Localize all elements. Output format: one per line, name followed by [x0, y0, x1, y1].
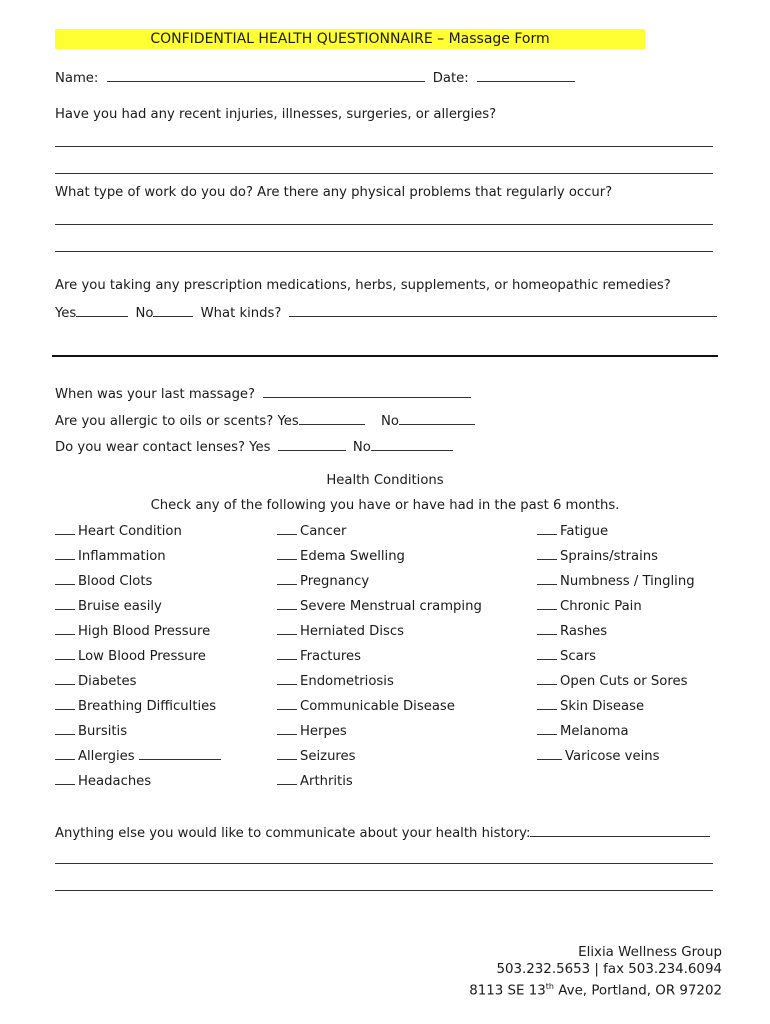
condition-item — [537, 597, 642, 615]
answer-line-anything-1[interactable] — [55, 863, 713, 864]
condition-label: Headaches — [78, 774, 152, 789]
anything-else-row — [55, 824, 710, 842]
answer-line-injuries-1[interactable] — [55, 146, 713, 147]
condition-item — [277, 647, 361, 665]
question-medications: Are you taking any prescription medications, herbs, supplements, or homeopathic remedies? — [55, 278, 671, 293]
condition-label: Low Blood Pressure — [78, 649, 206, 664]
condition-item — [277, 772, 353, 790]
condition-checkbox[interactable] — [55, 622, 75, 635]
condition-label: Blood Clots — [78, 574, 153, 589]
condition-item — [277, 572, 369, 590]
condition-label: High Blood Pressure — [78, 624, 211, 639]
condition-checkbox[interactable] — [537, 697, 557, 710]
condition-item — [537, 672, 687, 690]
allergic-yes-field[interactable] — [299, 412, 365, 425]
condition-checkbox[interactable] — [537, 647, 557, 660]
condition-label: Bursitis — [78, 724, 128, 739]
condition-label: Inflammation — [78, 549, 166, 564]
condition-checkbox[interactable] — [277, 522, 297, 535]
condition-label: Diabetes — [78, 674, 137, 689]
condition-label: Seizures — [300, 749, 356, 764]
condition-label: Chronic Pain — [560, 599, 642, 614]
footer-phone-fax: 503.232.5653 | fax 503.234.6094 — [496, 962, 722, 977]
condition-item — [537, 622, 607, 640]
condition-label: Melanoma — [560, 724, 629, 739]
condition-item — [277, 622, 404, 640]
condition-item — [277, 672, 394, 690]
condition-label: Heart Condition — [78, 524, 182, 539]
condition-item — [537, 747, 659, 765]
question-injuries: Have you had any recent injuries, illnesses, surgeries, or allergies? — [55, 107, 497, 122]
condition-label: Scars — [560, 649, 596, 664]
condition-item — [55, 622, 210, 640]
condition-checkbox[interactable] — [277, 747, 297, 760]
name-row — [55, 69, 575, 87]
answer-line-anything-2[interactable] — [55, 890, 713, 891]
date-field[interactable] — [477, 69, 575, 82]
name-field[interactable] — [107, 69, 425, 82]
contacts-yes-label: Do you wear contact lenses? Yes — [55, 440, 271, 455]
condition-checkbox[interactable] — [55, 522, 75, 535]
contacts-no-field[interactable] — [371, 438, 453, 451]
condition-item — [537, 697, 644, 715]
condition-checkbox[interactable] — [537, 622, 557, 635]
question-work: What type of work do you do? Are there any physical problems that regularly occur? — [55, 185, 613, 200]
med-kinds-label: What kinds? — [200, 306, 282, 321]
allergic-yes-label: Are you allergic to oils or scents? Yes — [55, 414, 299, 429]
condition-checkbox[interactable] — [537, 572, 557, 585]
condition-item — [55, 647, 206, 665]
condition-label: Open Cuts or Sores — [560, 674, 688, 689]
condition-label: Varicose veins — [565, 749, 660, 764]
med-no-field[interactable] — [153, 304, 193, 317]
condition-checkbox[interactable] — [277, 572, 297, 585]
condition-checkbox[interactable] — [537, 672, 557, 685]
condition-item — [537, 547, 658, 565]
contacts-yes-field[interactable] — [278, 438, 346, 451]
condition-item — [277, 597, 482, 615]
condition-item — [55, 547, 166, 565]
condition-label: Herpes — [300, 724, 347, 739]
condition-checkbox[interactable] — [55, 722, 75, 735]
med-no-label: No — [135, 306, 154, 321]
condition-item — [537, 722, 629, 740]
condition-label: Communicable Disease — [300, 699, 455, 714]
date-label: Date: — [432, 71, 469, 86]
med-yes-label: Yes — [55, 306, 77, 321]
condition-checkbox[interactable] — [277, 672, 297, 685]
last-massage-field[interactable] — [263, 385, 471, 398]
condition-label: Bruise easily — [78, 599, 162, 614]
answer-line-work-2[interactable] — [55, 251, 713, 252]
condition-item — [55, 572, 152, 590]
allergies-detail-field[interactable] — [139, 747, 221, 760]
footer-address — [469, 978, 722, 999]
condition-item — [55, 597, 162, 615]
last-massage-row — [55, 385, 471, 403]
condition-item — [55, 772, 151, 790]
med-yes-field[interactable] — [76, 304, 128, 317]
condition-label: Skin Disease — [560, 699, 645, 714]
condition-checkbox[interactable] — [537, 747, 562, 760]
condition-label: Sprains/strains — [560, 549, 659, 564]
condition-label: Allergies — [78, 749, 135, 764]
condition-checkbox[interactable] — [277, 647, 297, 660]
condition-label: Fatigue — [560, 524, 609, 539]
condition-item — [55, 672, 137, 690]
condition-label: Numbness / Tingling — [560, 574, 695, 589]
condition-item — [537, 647, 596, 665]
condition-checkbox[interactable] — [55, 597, 75, 610]
address-suffix: th — [545, 982, 555, 991]
condition-checkbox[interactable] — [277, 697, 297, 710]
answer-line-injuries-2[interactable] — [55, 173, 713, 174]
answer-line-work-1[interactable] — [55, 224, 713, 225]
condition-label: Rashes — [560, 624, 608, 639]
condition-checkbox[interactable] — [537, 597, 557, 610]
condition-checkbox[interactable] — [537, 522, 557, 535]
allergic-no-label: No — [380, 414, 399, 429]
condition-item — [55, 747, 221, 765]
conditions-heading: Health Conditions — [326, 473, 444, 488]
condition-checkbox[interactable] — [55, 772, 75, 785]
condition-checkbox[interactable] — [55, 572, 75, 585]
condition-item — [537, 572, 695, 590]
condition-label: Herniated Discs — [300, 624, 404, 639]
condition-item — [277, 547, 405, 565]
condition-checkbox[interactable] — [277, 622, 297, 635]
condition-label: Breathing Difficulties — [78, 699, 217, 714]
anything-else-field[interactable] — [530, 824, 710, 837]
contacts-row — [55, 438, 453, 456]
medications-answer-row — [55, 304, 717, 322]
condition-label: Severe Menstrual cramping — [300, 599, 482, 614]
allergic-no-field[interactable] — [399, 412, 475, 425]
condition-checkbox[interactable] — [537, 722, 557, 735]
condition-item — [55, 722, 127, 740]
condition-item — [277, 747, 356, 765]
condition-checkbox[interactable] — [277, 772, 297, 785]
condition-checkbox[interactable] — [55, 547, 75, 560]
last-massage-label: When was your last massage? — [55, 387, 256, 402]
condition-item — [537, 522, 608, 540]
condition-checkbox[interactable] — [277, 547, 297, 560]
condition-checkbox[interactable] — [55, 747, 75, 760]
contacts-no-label: No — [352, 440, 371, 455]
condition-item — [277, 522, 346, 540]
condition-item — [55, 697, 216, 715]
form-title: CONFIDENTIAL HEALTH QUESTIONNAIRE – Massage Form — [55, 29, 645, 49]
condition-label: Arthritis — [300, 774, 353, 789]
anything-else-label: Anything else you would like to communicate about your health history: — [55, 826, 531, 841]
condition-label: Fractures — [300, 649, 362, 664]
med-kinds-field[interactable] — [289, 304, 717, 317]
condition-checkbox[interactable] — [537, 547, 557, 560]
address-part-2: Ave, Portland, OR 97202 — [554, 983, 722, 999]
condition-checkbox[interactable] — [277, 597, 297, 610]
name-label: Name: — [55, 71, 99, 86]
condition-label: Cancer — [300, 524, 347, 539]
allergic-row — [55, 412, 475, 430]
section-divider — [52, 355, 718, 357]
footer-org: Elixia Wellness Group — [578, 945, 722, 960]
condition-checkbox[interactable] — [55, 647, 75, 660]
condition-checkbox[interactable] — [55, 697, 75, 710]
conditions-instruction: Check any of the following you have or have had in the past 6 months. — [150, 498, 620, 513]
condition-label: Edema Swelling — [300, 549, 405, 564]
address-part-1: 8113 SE 13 — [469, 983, 546, 999]
condition-checkbox[interactable] — [277, 722, 297, 735]
condition-item — [277, 722, 347, 740]
condition-item — [277, 697, 455, 715]
condition-label: Endometriosis — [300, 674, 394, 689]
condition-item — [55, 522, 182, 540]
condition-label: Pregnancy — [300, 574, 370, 589]
condition-checkbox[interactable] — [55, 672, 75, 685]
